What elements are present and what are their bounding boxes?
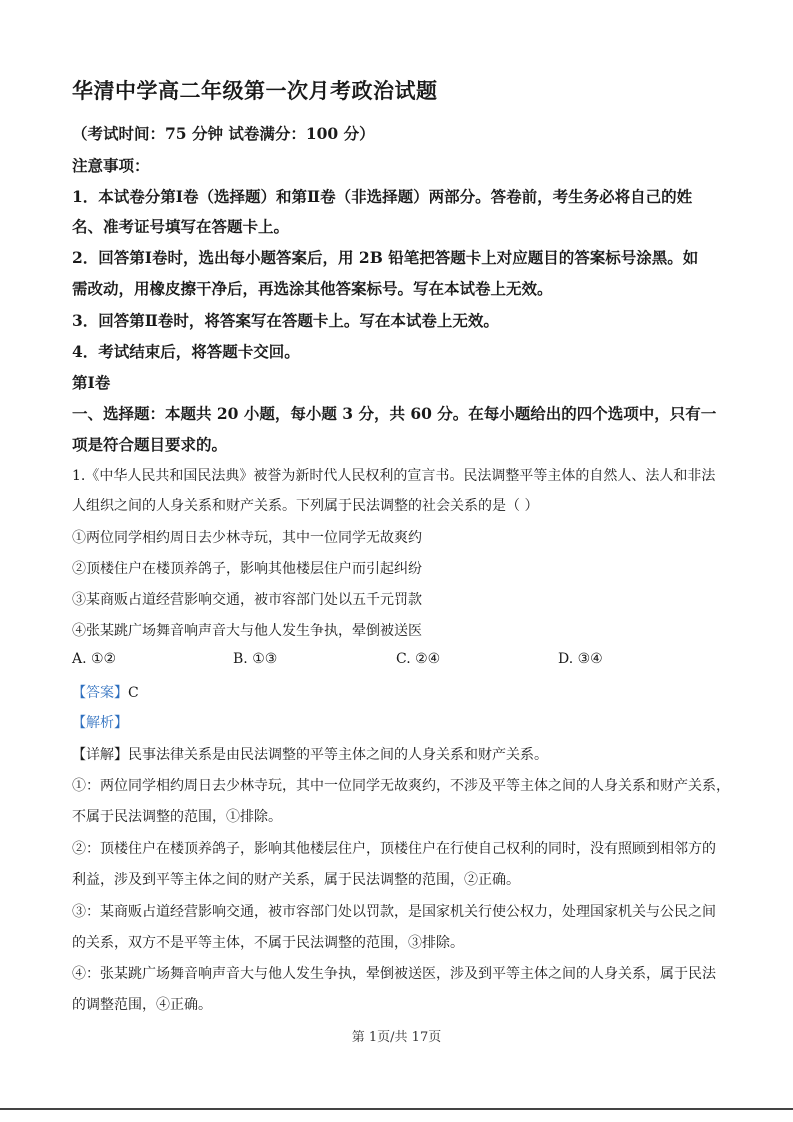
explanation-3-cont: 的关系，双方不是平等主体，不属于民法调整的范围，③排除。 bbox=[72, 935, 464, 951]
option-d: D. ③④ bbox=[558, 651, 603, 667]
detail-intro: 民事法律关系是由民法调整的平等主体之间的人身关系和财产关系。 bbox=[128, 747, 548, 763]
bottom-rule bbox=[0, 1108, 793, 1110]
question-stem: 1.《中华人民共和国民法典》被誉为新时代人民权利的宣言书。民法调整平等主体的自然人、法人和非法 bbox=[72, 468, 716, 484]
question-item-1: ①两位同学相约周日去少林寺玩，其中一位同学无故爽约 bbox=[72, 530, 422, 546]
notice-item-1-cont: 名、准考证号填写在答题卡上。 bbox=[72, 217, 290, 236]
question-item-2: ②顶楼住户在楼顶养鸽子，影响其他楼层住户而引起纠纷 bbox=[72, 561, 422, 577]
section-heading-cont: 项是符合题目要求的。 bbox=[72, 435, 228, 454]
option-c: C. ②④ bbox=[396, 651, 441, 667]
notice-item-3: 3．回答第Ⅱ卷时，将答案写在答题卡上。写在本试卷上无效。 bbox=[72, 311, 499, 330]
explanation-3: ③：某商贩占道经营影响交通，被市容部门处以罚款，是国家机关行使公权力，处理国家机关与公民之间 bbox=[72, 904, 716, 920]
explanation-2-cont: 利益，涉及到平等主体之间的财产关系，属于民法调整的范围，②正确。 bbox=[72, 872, 520, 888]
notice-item-2: 2．回答第Ⅰ卷时，选出每小题答案后，用 2B 铅笔把答题卡上对应题目的答案标号涂黑。如 bbox=[72, 248, 699, 267]
answer-value: C bbox=[128, 685, 139, 701]
analysis-label: 【解析】 bbox=[72, 715, 128, 731]
explanation-1-cont: 不属于民法调整的范围，①排除。 bbox=[72, 809, 282, 825]
question-item-3: ③某商贩占道经营影响交通，被市容部门处以五千元罚款 bbox=[72, 592, 422, 608]
question-item-4: ④张某跳广场舞音响声音大与他人发生争执，晕倒被送医 bbox=[72, 623, 422, 639]
detail-label: 【详解】 bbox=[72, 747, 128, 763]
answer-line bbox=[72, 682, 139, 702]
explanation-2: ②：顶楼住户在楼顶养鸽子，影响其他楼层住户，顶楼住户在行使自己权利的同时，没有照顾到相邻方的 bbox=[72, 841, 716, 857]
explanation-4: ④：张某跳广场舞音响声音大与他人发生争执，晕倒被送医，涉及到平等主体之间的人身关系，属于民法 bbox=[72, 966, 716, 982]
notice-heading: 注意事项： bbox=[72, 156, 150, 175]
page-footer: 第 1页/共 17页 bbox=[351, 1030, 442, 1045]
detail-line bbox=[72, 744, 548, 764]
option-a: A. ①② bbox=[72, 651, 117, 667]
option-b: B. ①③ bbox=[233, 651, 278, 667]
notice-item-4: 4．考试结束后，将答题卡交回。 bbox=[72, 342, 300, 361]
explanation-1: ①：两位同学相约周日去少林寺玩，其中一位同学无故爽约，不涉及平等主体之间的人身关系和财产关系， bbox=[72, 778, 730, 794]
answer-label: 【答案】 bbox=[72, 685, 128, 701]
question-stem-cont: 人组织之间的人身关系和财产关系。下列属于民法调整的社会关系的是（ ） bbox=[72, 498, 539, 514]
volume-heading: 第Ⅰ卷 bbox=[72, 373, 111, 392]
explanation-4-cont: 的调整范围，④正确。 bbox=[72, 997, 212, 1013]
notice-item-2-cont: 需改动，用橡皮擦干净后，再选涂其他答案标号。写在本试卷上无效。 bbox=[72, 279, 553, 298]
exam-info: （考试时间：75 分钟 试卷满分：100 分） bbox=[72, 124, 375, 143]
page-title: 华清中学高二年级第一次月考政治试题 bbox=[72, 78, 438, 103]
notice-item-1: 1．本试卷分第Ⅰ卷（选择题）和第Ⅱ卷（非选择题）两部分。答卷前，考生务必将自己的姓 bbox=[72, 187, 693, 206]
section-heading: 一、选择题：本题共 20 小题，每小题 3 分，共 60 分。在每小题给出的四个选项中，只有一 bbox=[72, 404, 717, 423]
